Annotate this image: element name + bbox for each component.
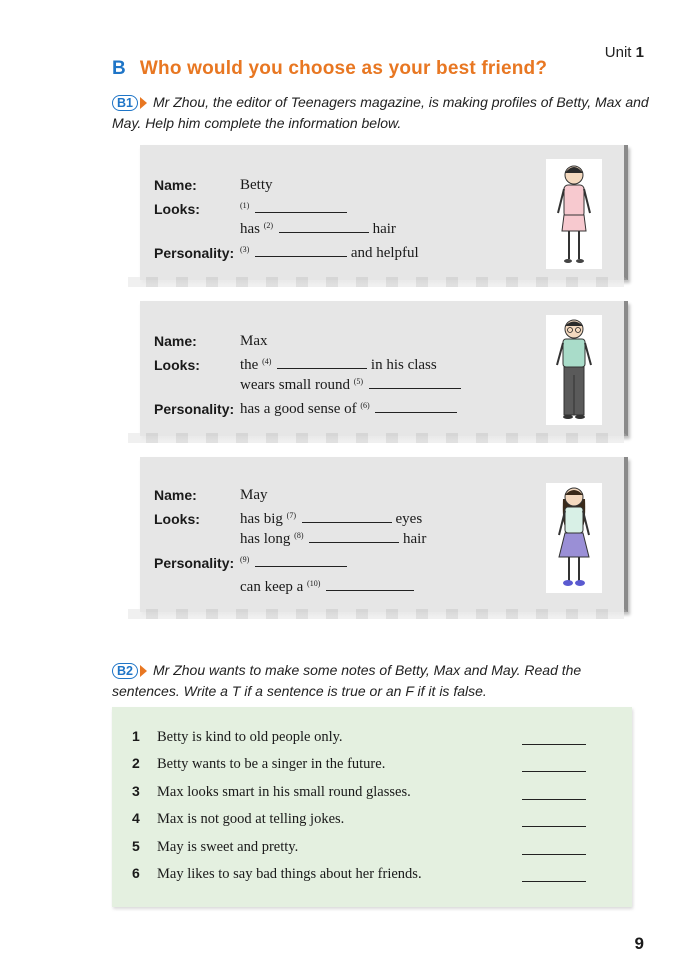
statement-row	[132, 783, 411, 801]
statement-text: Max is not good at telling jokes.	[157, 811, 345, 827]
profile-name: Betty	[240, 177, 273, 193]
statement-row	[132, 728, 343, 746]
b1-badge: B1	[112, 95, 138, 111]
answer-blank-2[interactable]	[279, 221, 369, 233]
statement-number: 2	[132, 755, 140, 771]
answer-blank-3[interactable]	[255, 245, 347, 257]
blank-number: (3)	[240, 245, 250, 254]
blank-number: (10)	[307, 579, 321, 588]
personality-line	[240, 245, 419, 262]
name-label: Name:	[154, 177, 197, 193]
answer-blank-1[interactable]	[255, 201, 347, 213]
blank-number: (8)	[294, 531, 304, 540]
line-text: can keep a	[240, 579, 304, 595]
play-arrow-icon	[140, 97, 147, 109]
blank-number: (5)	[353, 377, 364, 386]
statement-number: 4	[132, 810, 140, 826]
statement-text: May likes to say bad things about her friends.	[157, 866, 422, 882]
name-label: Name:	[154, 487, 197, 503]
answer-line-1[interactable]	[522, 744, 586, 745]
looks-line-1	[240, 201, 347, 218]
looks-label: Looks:	[154, 201, 200, 217]
profile-card-max	[140, 301, 628, 436]
answer-blank-4[interactable]	[277, 357, 367, 369]
looks-line-2	[240, 221, 396, 238]
answer-blank-5[interactable]	[369, 377, 461, 389]
line-text: wears small round	[240, 377, 350, 393]
looks-label: Looks:	[154, 357, 200, 373]
looks-label: Looks:	[154, 511, 200, 527]
statement-row	[132, 865, 422, 883]
section-heading: Who would you choose as your best friend?	[139, 58, 548, 79]
section-title	[112, 58, 547, 80]
line-text: hair	[372, 221, 396, 237]
blank-number: (2)	[263, 221, 274, 230]
answer-blank-8[interactable]	[309, 531, 399, 543]
blank-number: (7)	[286, 511, 296, 520]
line-text: has big	[240, 511, 283, 527]
personality-label: Personality:	[154, 401, 235, 417]
answer-blank-6[interactable]	[375, 401, 457, 413]
blank-number: (6)	[360, 401, 370, 410]
b2-badge: B2	[112, 663, 138, 679]
looks-line-2	[240, 531, 426, 548]
section-letter: B	[112, 58, 126, 79]
blank-number: (4)	[262, 357, 272, 366]
play-arrow-icon	[140, 665, 147, 677]
profile-name: May	[240, 487, 268, 503]
personality-label: Personality:	[154, 245, 235, 261]
answer-line-6[interactable]	[522, 881, 586, 882]
statement-row	[132, 810, 344, 828]
statement-text: May is sweet and pretty.	[157, 839, 299, 855]
looks-line-2	[240, 377, 461, 394]
answer-line-2[interactable]	[522, 771, 586, 772]
personality-line-1	[240, 555, 347, 572]
statement-text: Betty wants to be a singer in the future.	[157, 756, 386, 772]
looks-line-1	[240, 357, 437, 374]
unit-number: 1	[635, 44, 644, 61]
personality-label: Personality:	[154, 555, 235, 571]
looks-line-1	[240, 511, 422, 528]
answer-blank-7[interactable]	[302, 511, 392, 523]
personality-line	[240, 401, 457, 418]
line-text: the	[240, 357, 259, 373]
answer-line-3[interactable]	[522, 799, 586, 800]
statement-row	[132, 838, 298, 856]
line-text: hair	[403, 531, 427, 547]
torn-edge	[128, 609, 624, 619]
profile-card-may	[140, 457, 628, 612]
statement-number: 1	[132, 728, 140, 744]
page-number: 9	[634, 934, 644, 953]
name-label: Name:	[154, 333, 197, 349]
torn-edge	[128, 277, 624, 287]
girl-figure-illustration	[546, 483, 602, 593]
line-text: and helpful	[350, 245, 419, 261]
unit-word: Unit	[604, 44, 632, 61]
girl-figure-illustration	[546, 159, 602, 269]
line-text: has	[240, 221, 260, 237]
answer-blank-9[interactable]	[255, 555, 347, 567]
b2-instruction: Mr Zhou wants to make some notes of Betty, Max and May. Read the sentences. Write a T if a sentence is true or an F if it is false.	[112, 662, 582, 699]
boy-figure-illustration	[546, 315, 602, 425]
personality-line-2	[240, 579, 414, 596]
unit-label	[605, 44, 644, 61]
statement-text: Max looks smart in his small round glasses.	[157, 784, 411, 800]
statement-number: 5	[132, 838, 140, 854]
answer-line-4[interactable]	[522, 826, 586, 827]
profile-name: Max	[240, 333, 268, 349]
b1-instruction: Mr Zhou, the editor of Teenagers magazine, is making profiles of Betty, Max and May. Help him complete the information below.	[112, 94, 649, 131]
line-text: has a good sense of	[240, 401, 357, 417]
true-false-panel	[112, 707, 632, 907]
statement-row	[132, 755, 385, 773]
statement-number: 6	[132, 865, 140, 881]
profile-card-betty	[140, 145, 628, 280]
b1-instruction-block	[112, 92, 652, 134]
line-text: in his class	[370, 357, 437, 373]
torn-edge	[128, 433, 624, 443]
statement-number: 3	[132, 783, 140, 799]
b2-instruction-block	[112, 660, 652, 702]
blank-number: (1)	[240, 201, 250, 210]
statement-text: Betty is kind to old people only.	[157, 729, 343, 745]
blank-number: (9)	[240, 555, 250, 564]
line-text: has long	[240, 531, 291, 547]
answer-blank-10[interactable]	[326, 579, 414, 591]
answer-line-5[interactable]	[522, 854, 586, 855]
line-text: eyes	[395, 511, 423, 527]
